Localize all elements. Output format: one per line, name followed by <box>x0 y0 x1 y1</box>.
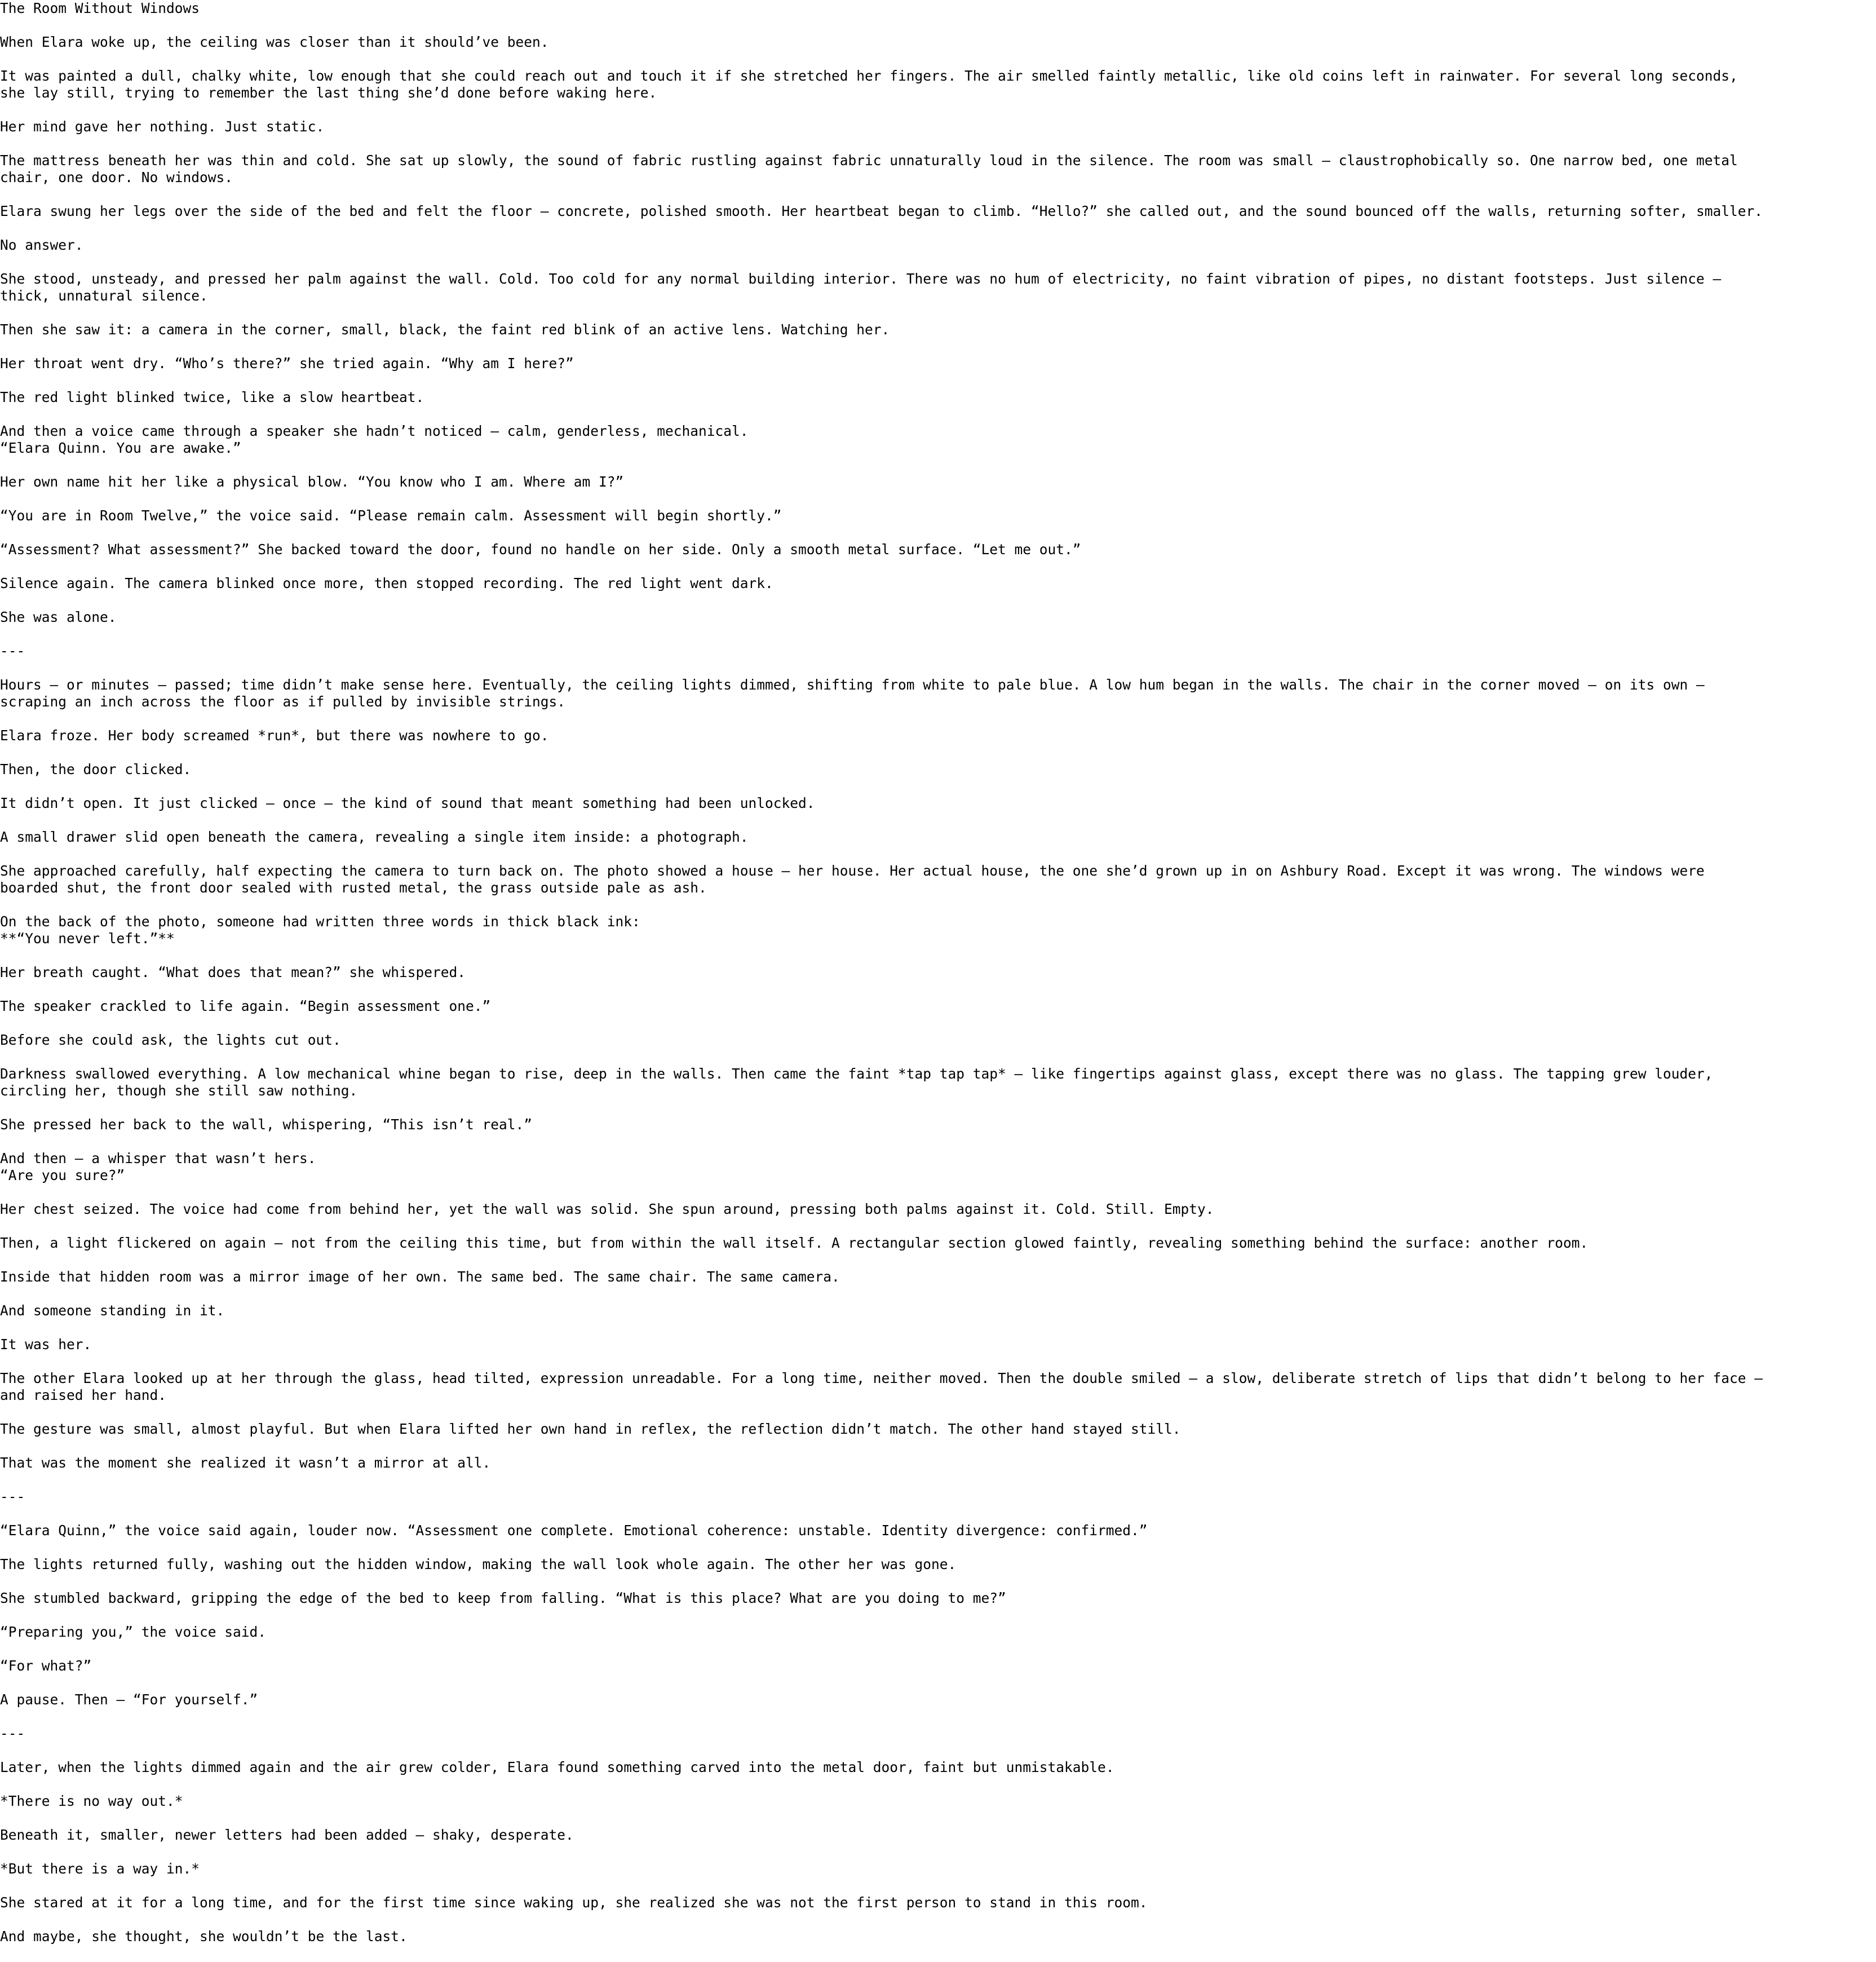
paragraph: A pause. Then — “For yourself.” <box>0 1691 258 1708</box>
paragraph: Then, the door clicked. <box>0 761 192 777</box>
paragraph: And then a voice came through a speaker she hadn’t noticed — calm, genderless, mechanical. “Elara Quinn. You are awake.” <box>0 423 749 456</box>
paragraph: The gesture was small, almost playful. But when Elara lifted her own hand in reflex, the reflection didn’t match. The other hand stayed still. <box>0 1421 1181 1437</box>
paragraph: It was painted a dull, chalky white, low enough that she could reach out and touch it if she stretched her fingers. The air smelled faintly metallic, like old coins left in rainwater. For several long seconds, she lay still, trying to remember the last thing she’d done before waking here. <box>0 68 1738 101</box>
paragraph: She approached carefully, half expecting the camera to turn back on. The photo showed a house — her house. Her actual house, the one she’d grown up in on Ashbury Road. Except it was wrong. The windows were boarded shut, the front door sealed with rusted metal, the grass outside pale as ash. <box>0 863 1705 896</box>
paragraph: The speaker crackled to life again. “Begin assessment one.” <box>0 998 491 1014</box>
paragraph: *There is no way out.* <box>0 1793 183 1809</box>
paragraph: The lights returned fully, washing out the hidden window, making the wall look whole again. The other her was gone. <box>0 1556 957 1572</box>
paragraph: Before she could ask, the lights cut out. <box>0 1032 341 1048</box>
paragraph: When Elara woke up, the ceiling was closer than it should’ve been. <box>0 34 549 50</box>
paragraph: Her mind gave her nothing. Just static. <box>0 118 325 135</box>
paragraph: “Elara Quinn,” the voice said again, louder now. “Assessment one complete. Emotional coherence: unstable. Identity divergence: confirmed.” <box>0 1522 1148 1539</box>
document-title: The Room Without Windows <box>0 0 200 16</box>
paragraph: Her chest seized. The voice had come from behind her, yet the wall was solid. She spun around, pressing both palms against it. Cold. Still. Empty. <box>0 1201 1214 1217</box>
section-divider: --- <box>0 1725 25 1742</box>
paragraph: And someone standing in it. <box>0 1302 225 1319</box>
paragraph: Later, when the lights dimmed again and the air grew colder, Elara found something carved into the metal door, faint but unmistakable. <box>0 1759 1114 1775</box>
paragraph: “You are in Room Twelve,” the voice said. “Please remain calm. Assessment will begin shortly.” <box>0 507 782 524</box>
paragraph: “Preparing you,” the voice said. <box>0 1624 267 1640</box>
paragraph: “Assessment? What assessment?” She backed toward the door, found no handle on her side. Only a smooth metal surface. “Let me out.” <box>0 541 1081 558</box>
paragraph: She pressed her back to the wall, whispering, “This isn’t real.” <box>0 1116 533 1133</box>
paragraph: On the back of the photo, someone had written three words in thick black ink: **“You never left.”** <box>0 913 640 947</box>
paragraph: Inside that hidden room was a mirror image of her own. The same bed. The same chair. The same camera. <box>0 1269 840 1285</box>
paragraph: She was alone. <box>0 609 117 625</box>
paragraph: And then — a whisper that wasn’t hers. “Are you sure?” <box>0 1150 316 1183</box>
paragraph: Her throat went dry. “Who’s there?” she tried again. “Why am I here?” <box>0 355 574 372</box>
paragraph: That was the moment she realized it wasn’t a mirror at all. <box>0 1455 491 1471</box>
paragraph: *But there is a way in.* <box>0 1861 200 1877</box>
paragraph: No answer. <box>0 237 83 253</box>
paragraph: It was her. <box>0 1336 92 1353</box>
paragraph: And maybe, she thought, she wouldn’t be the last. <box>0 1928 408 1945</box>
paragraph: The red light blinked twice, like a slow heartbeat. <box>0 389 424 405</box>
paragraph: She stared at it for a long time, and for the first time since waking up, she realized she was not the first person to stand in this room. <box>0 1894 1148 1911</box>
paragraph: Hours — or minutes — passed; time didn’t make sense here. Eventually, the ceiling lights dimmed, shifting from white to pale blue. A low hum began in the walls. The chair in the corner moved — on its own — scraping an inch across the floor as if pulled by invisible strings. <box>0 677 1705 710</box>
section-divider: --- <box>0 1488 25 1505</box>
paragraph: It didn’t open. It just clicked — once — the kind of sound that meant something had been unlocked. <box>0 795 815 811</box>
paragraph: Then she saw it: a camera in the corner, small, black, the faint red blink of an active lens. Watching her. <box>0 321 890 338</box>
paragraph: Her breath caught. “What does that mean?” she whispered. <box>0 964 466 980</box>
paragraph: Elara swung her legs over the side of the bed and felt the floor — concrete, polished smooth. Her heartbeat began to climb. “Hello?” she called out, and the sound bounced off the walls, returning softer, smaller. <box>0 203 1763 219</box>
paragraph: Her own name hit her like a physical blow. “You know who I am. Where am I?” <box>0 474 624 490</box>
paragraph: Beneath it, smaller, newer letters had been added — shaky, desperate. <box>0 1827 574 1843</box>
paragraph: Silence again. The camera blinked once more, then stopped recording. The red light went dark. <box>0 575 773 591</box>
document-body <box>0 34 1876 1945</box>
paragraph: “For what?” <box>0 1658 92 1674</box>
paragraph: Elara froze. Her body screamed *run*, but there was nowhere to go. <box>0 727 549 744</box>
paragraph: She stumbled backward, gripping the edge of the bed to keep from falling. “What is this place? What are you doing to me?” <box>0 1590 1006 1606</box>
paragraph: Darkness swallowed everything. A low mechanical whine began to rise, deep in the walls. Then came the faint *tap tap tap* — like fingertips against glass, except there was no glass. The tapping grew louder, circling her, though she still saw nothing. <box>0 1066 1713 1099</box>
paragraph: Then, a light flickered on again — not from the ceiling this time, but from within the wall itself. A rectangular section glowed faintly, revealing something behind the surface: another room. <box>0 1235 1589 1251</box>
paragraph: The mattress beneath her was thin and cold. She sat up slowly, the sound of fabric rustling against fabric unnaturally loud in the silence. The room was small — claustrophobically so. One narrow bed, one metal chair, one door. No windows. <box>0 152 1738 185</box>
paragraph: The other Elara looked up at her through the glass, head tilted, expression unreadable. For a long time, neither moved. Then the double smiled — a slow, deliberate stretch of lips that didn’t belong to her face — and raised her hand. <box>0 1370 1763 1403</box>
paragraph: She stood, unsteady, and pressed her palm against the wall. Cold. Too cold for any normal building interior. There was no hum of electricity, no faint vibration of pipes, no distant footsteps. Just silence — thick, unnatural silence. <box>0 271 1722 304</box>
paragraph: A small drawer slid open beneath the camera, revealing a single item inside: a photograph. <box>0 829 749 845</box>
section-divider: --- <box>0 643 25 659</box>
